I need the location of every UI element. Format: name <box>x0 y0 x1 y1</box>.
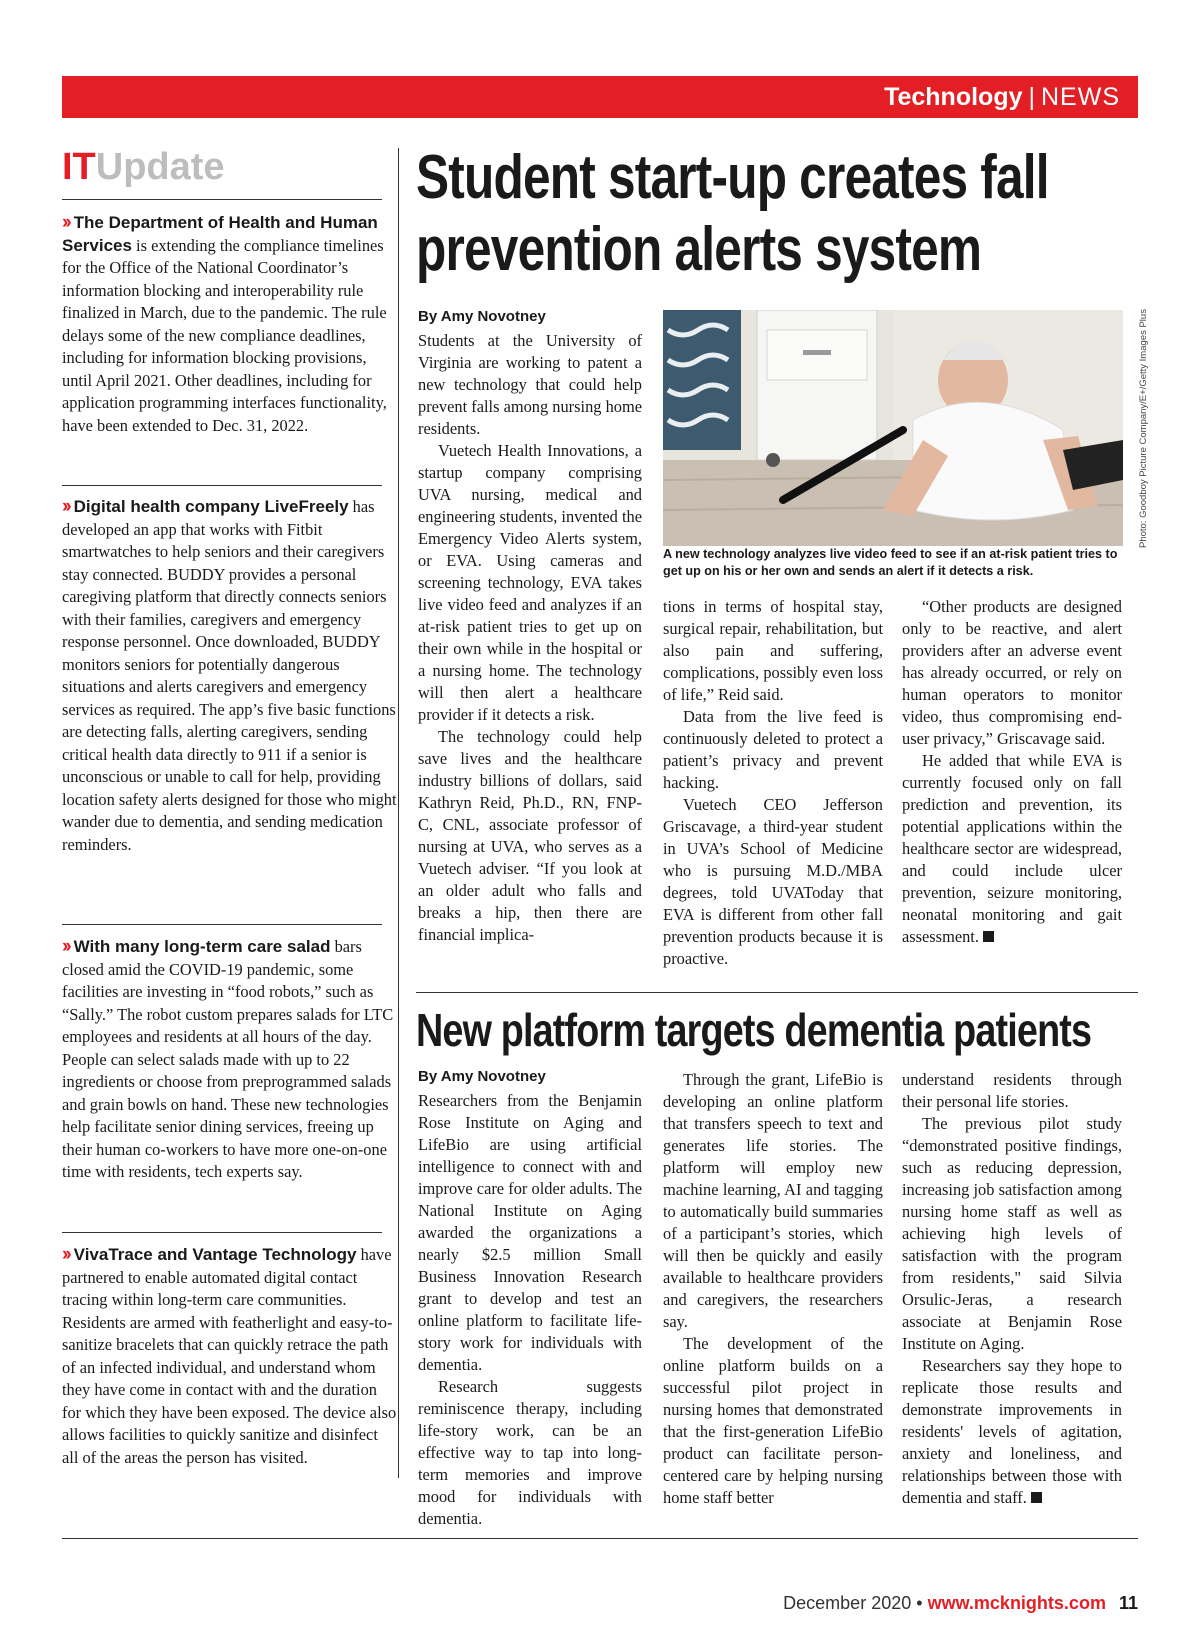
paragraph: “Other products are designed only to be reactive, and alert providers after an adverse event has already occurred, or rely on human operators to monitor video, thus compromising end-user privacy,” Griscavage said. <box>902 597 1122 748</box>
headline-line: Student start-up creates fall <box>416 143 1049 212</box>
photo-credit: Photo: Goodboy Picture Company/E+/Getty Images Plus <box>1138 309 1149 548</box>
byline: By Amy Novotney <box>418 1068 546 1085</box>
subsection-name: NEWS <box>1041 83 1120 111</box>
article-headline <box>416 142 1049 286</box>
article-photo <box>663 310 1123 546</box>
sidebar-item-body: have partnered to enable automated digital contact tracing within long-term care communities. Residents are armed with featherlight and easy-to-sanitize bracelets that can quickly retrace the path of an infected individual, and understand whom they have come in contact with and the duration for which they have been exposed. The device also allows facilities to quickly sanitize and disinfect all of the areas the person has visited. <box>62 1245 397 1467</box>
section-separator: | <box>1028 83 1035 111</box>
issue-date: December 2020 <box>783 1593 912 1613</box>
end-mark-icon <box>983 931 994 942</box>
sidebar-item-lead: The Department of Health and Human Services <box>62 213 378 255</box>
fallen-man-illustration <box>663 310 1123 546</box>
paragraph: tions in terms of hospital stay, surgical repair, rehabilitation, but also pain and suffering, complications, possibly even loss of life,” Reid said. <box>663 597 883 704</box>
paragraph: He added that while EVA is currently focused only on fall prediction and prevention, its potential applications within the healthcare sector are widespread, and could include ulcer prevention, seizure monitoring, neonatal monitoring and gait assessment. <box>902 751 1122 946</box>
paragraph: Vuetech CEO Jefferson Griscavage, a third-year student in UVA’s School of Medicine who is pursuing M.D./MBA degrees, told UVAToday that EVA is different from other fall prevention products because it is proactive. <box>663 795 883 968</box>
paragraph: The previous pilot study “demonstrated positive findings, such as reducing depression, increasing job satisfaction among nursing home staff as well as achieving high levels of satisfaction with the program from residents," said Silvia Orsulic-Jeras, a research associate at Benjamin Rose Institute on Aging. <box>902 1114 1122 1353</box>
article-column <box>663 596 883 970</box>
footer-bullet: • <box>916 1593 923 1613</box>
paragraph: Data from the live feed is continuously deleted to protect a patient’s privacy and prevent hacking. <box>663 707 883 792</box>
sidebar-title-it: IT <box>62 146 96 188</box>
sidebar-item-body: has developed an app that works with Fitbit smartwatches to help seniors and their caregivers stay connected. BUDDY provides a personal caregiving platform that directly connects seniors with their families, caregivers and emergency response personnel. Once downloaded, BUDDY monitors seniors for potentially dangerous situations and alerts caregivers and emergency services as required. The app’s five basic functions are detecting falls, alerting caregivers, sending critical health data directly to 911 if a senior is unconscious or unable to call for help, providing location safety alerts designed for those who might wander due to dementia, and sending medication reminders. <box>62 497 397 854</box>
sidebar-item-lead: With many long-term care salad <box>73 937 331 956</box>
section-label <box>884 83 1120 112</box>
sidebar-divider <box>62 199 382 200</box>
sidebar-divider <box>62 924 382 925</box>
chevron-right-icon: ›› <box>62 212 69 233</box>
sidebar-divider <box>62 1232 382 1233</box>
sidebar-item <box>62 936 398 1184</box>
sidebar-item-body: bars closed amid the COVID-19 pandemic, some facilities are investing in “food robots,” such as “Sally.” The robot custom prepares salads for LTC employees and residents at all hours of the day. People can select salads made with up to 22 ingredients or choose from preprogrammed salads and grain bowls on hand. These new technologies help facilitate senior dining services, freeing up their human co-workers to have more one-on-one time with residents, tech experts say. <box>62 937 394 1181</box>
chevron-right-icon: ›› <box>62 1244 69 1265</box>
sidebar-item-lead: Digital health company LiveFreely <box>73 497 349 516</box>
article-column <box>902 1069 1122 1509</box>
paragraph: The development of the online platform builds on a successful pilot project in nursing homes that demonstrated that the first-generation LifeBio product can facilitate person-centered care by helping nursing home staff better <box>663 1334 883 1507</box>
sidebar-title <box>62 146 225 189</box>
article-column <box>418 306 642 946</box>
byline: By Amy Novotney <box>418 308 546 325</box>
page-number: 11 <box>1118 1593 1138 1613</box>
article-headline: New platform targets dementia patients <box>416 1004 1092 1056</box>
paragraph: Through the grant, LifeBio is developing an online platform that transfers speech to text and generates life stories. The platform will employ new machine learning, AI and tagging to automatically build summaries of a participant’s stories, which will then be quickly and easily available to healthcare providers and caregivers, the researchers say. <box>663 1070 883 1331</box>
paragraph: understand residents through their personal life stories. <box>902 1070 1122 1111</box>
article-column <box>902 596 1122 948</box>
sidebar-item <box>62 496 398 856</box>
paragraph: Researchers say they hope to replicate those results and demonstrate improvements in residents' levels of agitation, anxiety and loneliness, and relationships between those with dementia and staff. <box>902 1356 1122 1507</box>
chevron-right-icon: ›› <box>62 936 69 957</box>
article-column <box>663 1069 883 1509</box>
paragraph: Students at the University of Virginia are working to patent a new technology that could help prevent falls among nursing home residents. <box>418 331 642 438</box>
chevron-right-icon: ›› <box>62 496 69 517</box>
photo-caption: A new technology analyzes live video feed to see if an at-risk patient tries to get up on his or her own and sends an alert if it detects a risk. <box>663 547 1118 578</box>
sidebar-item-body: is extending the compliance timelines for the Office of the National Coordinator’s information blocking and interoperability rule finalized in March, due to the pandemic. The rule delays some of the new compliance deadlines, including for information blocking provisions, until April 2021. Other deadlines, including for application programming interfaces functionality, have been extended to Dec. 31, 2022. <box>62 235 387 435</box>
paragraph: Researchers from the Benjamin Rose Institute on Aging and LifeBio are using artificial intelligence to connect with and improve care for older adults. The National Institute on Aging awarded the organizations a nearly $2.5 million Small Business Innovation Research grant to develop and test an online platform to facilitate life-story work for individuals with dementia. <box>418 1091 642 1374</box>
paragraph: Vuetech Health Innovations, a startup company comprising UVA nursing, medical and engineering students, invented the Emergency Video Alerts system, or EVA. Using cameras and screening technology, EVA takes live video feed and analyzes if an at-risk patient tries to get up on their own while in the hospital or a nursing home. The technology will then alert a healthcare provider if it detects a risk. <box>418 441 642 724</box>
section-name: Technology <box>884 83 1023 111</box>
paragraph: Research suggests reminiscence therapy, including life-story work, can be an effective way to tap into long-term memories and improve mood for individuals with dementia. <box>418 1377 642 1528</box>
sidebar-item <box>62 212 398 437</box>
sidebar-title-update: Update <box>95 146 225 188</box>
page-footer <box>783 1593 1138 1614</box>
section-banner <box>62 76 1138 118</box>
article-divider <box>416 992 1138 993</box>
website-link[interactable]: www.mcknights.com <box>927 1593 1106 1613</box>
headline-line: prevention alerts system <box>416 215 982 284</box>
end-mark-icon <box>1031 1492 1042 1503</box>
footer-rule <box>62 1538 1138 1539</box>
article-column <box>418 1066 642 1530</box>
column-rule <box>398 148 399 1478</box>
sidebar-item <box>62 1244 398 1469</box>
sidebar-divider <box>62 485 382 486</box>
paragraph: The technology could help save lives and the healthcare industry billions of dollars, said Kathryn Reid, Ph.D., RN, FNP-C, CNL, associate professor of nursing at UVA, who serves as a Vuetech adviser. “If you look at an older adult who falls and breaks a hip, then there are financial implica- <box>418 727 642 944</box>
sidebar-item-lead: VivaTrace and Vantage Technology <box>73 1245 357 1264</box>
